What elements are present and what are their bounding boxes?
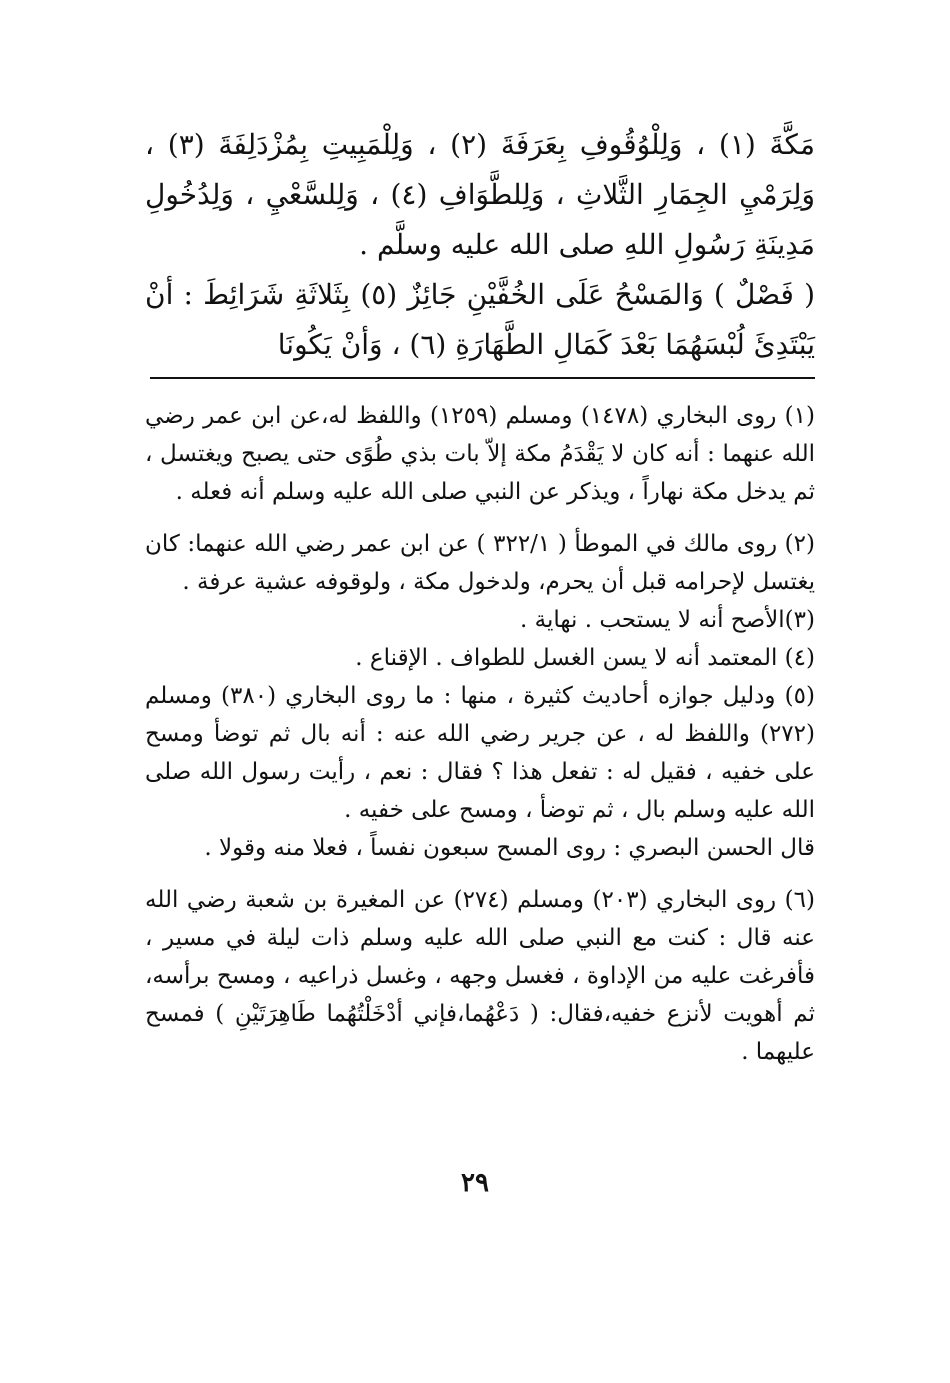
footnotes bbox=[145, 397, 815, 1085]
footnote-6: (٦) روى البخاري (٢٠٣) ومسلم (٢٧٤) عن المغيرة بن شعبة رضي الله عنه قال : كنت مع النبي صلى الله عليه وسلم ذات ليلة في مسير ، فأفرغت عليه من الإداوة ، فغسل وجهه ، وغسل ذراعيه ، ومسح برأسه، ثم أهويت لأنزع خفيه،فقال: ( دَعْهُما،فإني أدْخَلْتُهُما طَاهِرَتَيْنِ ) فمسح عليهما . bbox=[145, 887, 816, 1065]
footnote-2: (٢) روى مالك في الموطأ ( ٣٢٢/١ ) عن ابن عمر رضي الله عنهما: كان يغتسل لإحرامه قبل أن يحرم، ولدخول مكة ، ولوقوفه عشية عرفة . bbox=[145, 531, 815, 595]
footnote-5-continuation: قال الحسن البصري : روى المسح سبعون نفساً ، فعلا منه وقولا . bbox=[204, 835, 815, 861]
page-number: ٢٩ bbox=[461, 1168, 489, 1198]
footnote-3: (٣)الأصح أنه لا يستحب . نهاية . bbox=[520, 607, 815, 633]
footnote-4: (٤) المعتمد أنه لا يسن الغسل للطواف . الإقناع . bbox=[355, 645, 815, 671]
main-paragraph-2: ( فَصْلٌ ) وَالمَسْحُ عَلَى الخُفَّيْنِ جَائِزٌ (٥) بِثَلاثَةِ شَرَائِطَ : أنْ يَبْتَدِئَ لُبْسَهُمَا بَعْدَ كَمَالِ الطَّهَارَةِ (٦) ، وَأنْ يَكُونَا bbox=[145, 278, 815, 361]
main-text bbox=[145, 120, 815, 370]
footnote-1: (١) روى البخاري (١٤٧٨) ومسلم (١٢٥٩) واللفظ له،عن ابن عمر رضي الله عنهما : أنه كان لا يَقْدَمُ مكة إلاّ بات بذي طُوًى حتى يصبح ويغتسل ، ثم يدخل مكة نهاراً ، ويذكر عن النبي صلى الله عليه وسلم أنه فعله . bbox=[145, 403, 816, 505]
footnote-5: (٥) ودليل جوازه أحاديث كثيرة ، منها : ما روى البخاري (٣٨٠) ومسلم (٢٧٢) واللفظ له ، عن جرير رضي الله عنه : أنه بال ثم توضأ ومسح على خفيه ، فقيل له : تفعل هذا ؟ فقال : نعم ، رأيت رسول الله صلى الله عليه وسلم بال ، ثم توضأ ، ومسح على خفيه . bbox=[145, 683, 815, 823]
footnote-divider bbox=[150, 377, 815, 379]
main-paragraph-1: مَكَّةَ (١) ، وَلِلْوُقُوفِ بِعَرَفَةَ (٢) ، وَلِلْمَبِيتِ بِمُزْدَلِفَةَ (٣) ، وَلِرَمْيِ الجِمَارِ الثَّلاثِ ، وَلِلطَّوَافِ (٤) ، وَلِلسَّعْيِ ، وَلِدُخُولِ مَدِينَةِ رَسُولِ اللهِ صلى الله عليه وسلَّم . bbox=[145, 128, 815, 261]
